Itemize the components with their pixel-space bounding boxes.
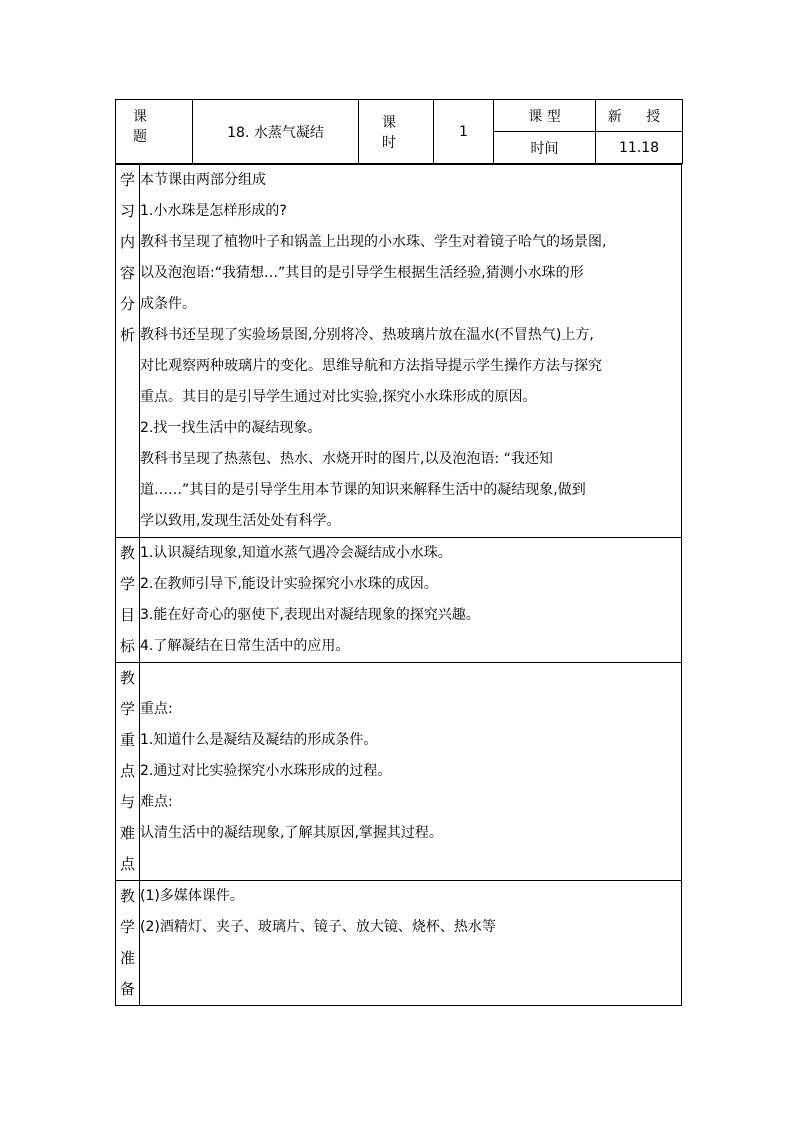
label-char: 学 — [119, 575, 135, 593]
topic-label: 课 题 — [116, 100, 193, 164]
text-line: (2)酒精灯、夹子、玻璃片、镜子、放大镜、烧杯、热水等 — [140, 919, 496, 935]
label-char: 难 — [119, 824, 135, 842]
text-line: 4.了解凝结在日常生活中的应用。 — [140, 638, 350, 654]
text-line: 对比观察两种玻璃片的变化。思维导航和方法指导提示学生操作方法与探究 — [140, 358, 602, 374]
topic-value: 18. 水蒸气凝结 — [193, 100, 359, 164]
label-char: 点 — [119, 855, 135, 873]
text-line: 道……”其目的是引导学生用本节课的知识来解释生活中的凝结现象,做到 — [140, 482, 586, 498]
content-analysis-row — [116, 165, 682, 538]
blank-line — [140, 943, 681, 974]
preparation-label — [116, 881, 140, 1006]
blank-line — [140, 849, 681, 880]
text-line: 2.找一找生活中的凝结现象。 — [140, 420, 322, 436]
teaching-goals-label — [116, 538, 140, 663]
text-line: 3.能在好奇心的驱使下,表现出对凝结现象的探究兴趣。 — [140, 607, 480, 623]
label-char: 点 — [119, 762, 135, 780]
text-line: 成条件。 — [140, 296, 196, 312]
key-points-text — [140, 663, 682, 881]
text-line: 教科书呈现了植物叶子和锅盖上出现的小水珠、学生对着镜子哈气的场景图, — [140, 234, 607, 250]
label-char: 目 — [119, 606, 135, 624]
type-label: 课 型 — [494, 100, 596, 132]
key-points-label — [116, 663, 140, 881]
lesson-content-table — [115, 164, 682, 1006]
text-line: 2.通过对比实验探究小水珠形成的过程。 — [140, 763, 392, 779]
text-line: 2.在教师引导下,能设计实验探究小水珠的成因。 — [140, 576, 438, 592]
blank-line — [140, 974, 681, 1005]
label-char: 学 — [119, 700, 135, 718]
label-char: 学 — [119, 171, 135, 189]
text-line: 认清生活中的凝结现象,了解其原因,掌握其过程。 — [140, 825, 443, 841]
label-char: 内 — [119, 233, 135, 251]
label-char: 教 — [119, 887, 135, 905]
key-points-row — [116, 663, 682, 881]
label-char: 析 — [119, 326, 135, 344]
text-line: (1)多媒体课件。 — [140, 888, 244, 904]
blank-line — [140, 663, 681, 694]
type-value: 新 授 — [596, 100, 683, 132]
label-char: 标 — [119, 637, 135, 655]
text-line: 以及泡泡语:“我猜想…”其目的是引导学生根据生活经验,猜测小水珠的形 — [140, 265, 584, 281]
text-line: 1.小水珠是怎样形成的? — [140, 203, 287, 219]
text-line: 教科书还呈现了实验场景图,分别将冷、热玻璃片放在温水(不冒热气)上方, — [140, 327, 594, 343]
text-line: 重点: — [140, 701, 173, 717]
teaching-goals-text — [140, 538, 682, 663]
text-line: 难点: — [140, 794, 173, 810]
label-char: 学 — [119, 918, 135, 936]
preparation-text — [140, 881, 682, 1006]
content-analysis-text — [140, 165, 682, 538]
preparation-row — [116, 881, 682, 1006]
content-analysis-label — [116, 165, 140, 538]
label-char: 教 — [119, 544, 135, 562]
label-char: 准 — [119, 949, 135, 967]
label-char: 与 — [119, 793, 135, 811]
label-char: 重 — [119, 731, 135, 749]
text-line: 学以致用,发现生活处处有科学。 — [140, 513, 341, 529]
text-line: 1.知道什么是凝结及凝结的形成条件。 — [140, 732, 378, 748]
label-char: 备 — [119, 980, 135, 998]
period-value: 1 — [434, 100, 494, 164]
label-char: 分 — [119, 295, 135, 313]
label-char: 容 — [119, 264, 135, 282]
lesson-header-table — [115, 99, 683, 164]
label-char: 教 — [119, 669, 135, 687]
teaching-goals-row — [116, 538, 682, 663]
time-label: 时间 — [494, 132, 596, 164]
text-line: 教科书呈现了热蒸包、热水、水烧开时的图片,以及泡泡语: “我还知 — [140, 451, 553, 467]
text-line: 重点。其目的是引导学生通过对比实验,探究小水珠形成的原因。 — [140, 389, 537, 405]
text-line: 本节课由两部分组成 — [140, 172, 266, 188]
label-char: 习 — [119, 202, 135, 220]
time-value: 11.18 — [596, 132, 683, 164]
text-line: 1.认识凝结现象,知道水蒸气遇冷会凝结成小水珠。 — [140, 545, 452, 561]
period-label: 课 时 — [359, 100, 434, 164]
